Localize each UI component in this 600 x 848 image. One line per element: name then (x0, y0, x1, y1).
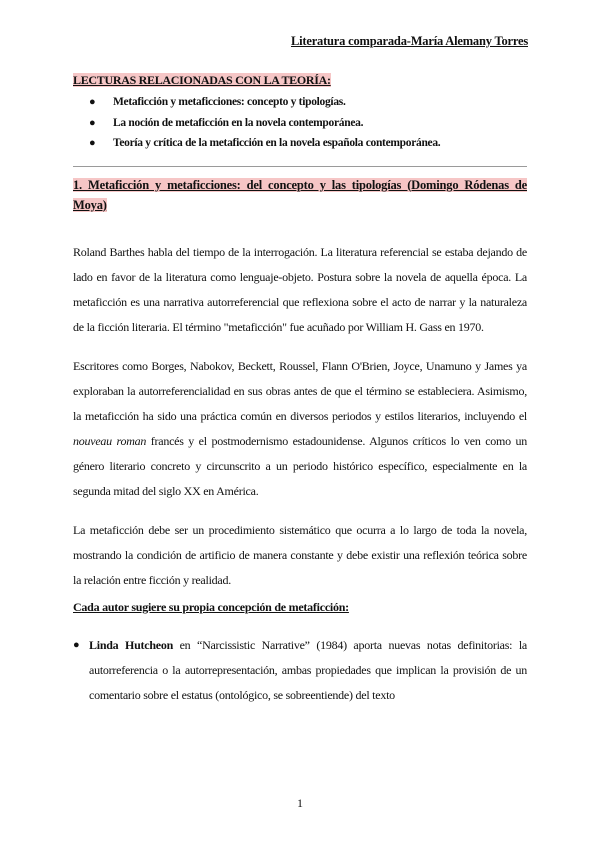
theory-item-text: Teoría y crítica de la metaficción en la novela española contemporánea. (113, 137, 441, 149)
italic-term: nouveau roman (73, 433, 147, 448)
document-body (73, 70, 527, 708)
author-text: en “Narcissistic Narrative” (1984) aporta nuevas notas definitorias: la autorreferencia o la autorrepresentación, ambas propiedades que implican la provisión de un comentario sobre el estatus (ontológico, se sobreentiende) del texto (89, 637, 527, 702)
theory-section-title (73, 70, 527, 90)
section-heading-highlight: 1. Metaficción y metaficciones: del concepto y las tipologías (Domingo Ródenas de Moya) (73, 177, 527, 212)
page-header: Literatura comparada-María Alemany Torres (290, 34, 528, 48)
bullet-icon: ● (89, 116, 96, 129)
theory-list-item (73, 113, 527, 134)
theory-list-item (73, 92, 527, 113)
body-paragraph (73, 354, 527, 504)
theory-list (73, 92, 527, 154)
authors-list (73, 633, 527, 708)
theory-item-text: Metaficción y metaficciones: concepto y tipologías. (113, 96, 346, 108)
section-divider (73, 166, 527, 167)
body-paragraph: Roland Barthes habla del tiempo de la interrogación. La literatura referencial se estaba dejando de lado en favor de la literatura como lenguaje-objeto. Postura sobre la novela de aquella época. La metaficción es una narrativa autorreferencial que reflexiona sobre el acto de narrar y la naturaleza de la ficción literaria. El término "metaficción" fue acuñado por William H. Gass en 1970. (73, 244, 527, 334)
section-heading (73, 175, 527, 215)
subheading: Cada autor sugiere su propia concepción de metaficción: (73, 599, 349, 614)
author-list-item (73, 633, 527, 708)
page-number: 1 (297, 796, 303, 810)
bullet-icon: ● (73, 638, 80, 651)
theory-list-item (73, 133, 527, 154)
bullet-icon: ● (89, 137, 96, 149)
bullet-icon: ● (89, 96, 96, 108)
paragraph-text: francés y el postmodernismo estadounidense. Algunos críticos lo ven como un género literario concreto y circunscrito a un periodo histórico específico, especialmente en la segunda mitad del siglo XX en América. (73, 433, 527, 498)
theory-item-text: La noción de metaficción en la novela contemporánea. (113, 116, 364, 129)
body-paragraph: La metaficción debe ser un procedimiento sistemático que ocurra a lo largo de toda la novela, mostrando la condición de artificio de manera constante y debe existir una reflexión teórica sobre la relación entre ficción y realidad. (73, 522, 527, 587)
paragraph-text: Escritores como Borges, Nabokov, Beckett, Roussel, Flann O'Brien, Joyce, Unamuno y James ya exploraban la autorreferencialidad en sus obras antes de que el término se estableciera. Asimismo, la metaficción ha sido una práctica común en diversos periodos y estilos literarios, incluyendo el (73, 358, 527, 423)
author-name: Linda Hutcheon (89, 637, 174, 652)
theory-title-highlight: LECTURAS RELACIONADAS CON LA TEORÍA: (73, 73, 331, 87)
